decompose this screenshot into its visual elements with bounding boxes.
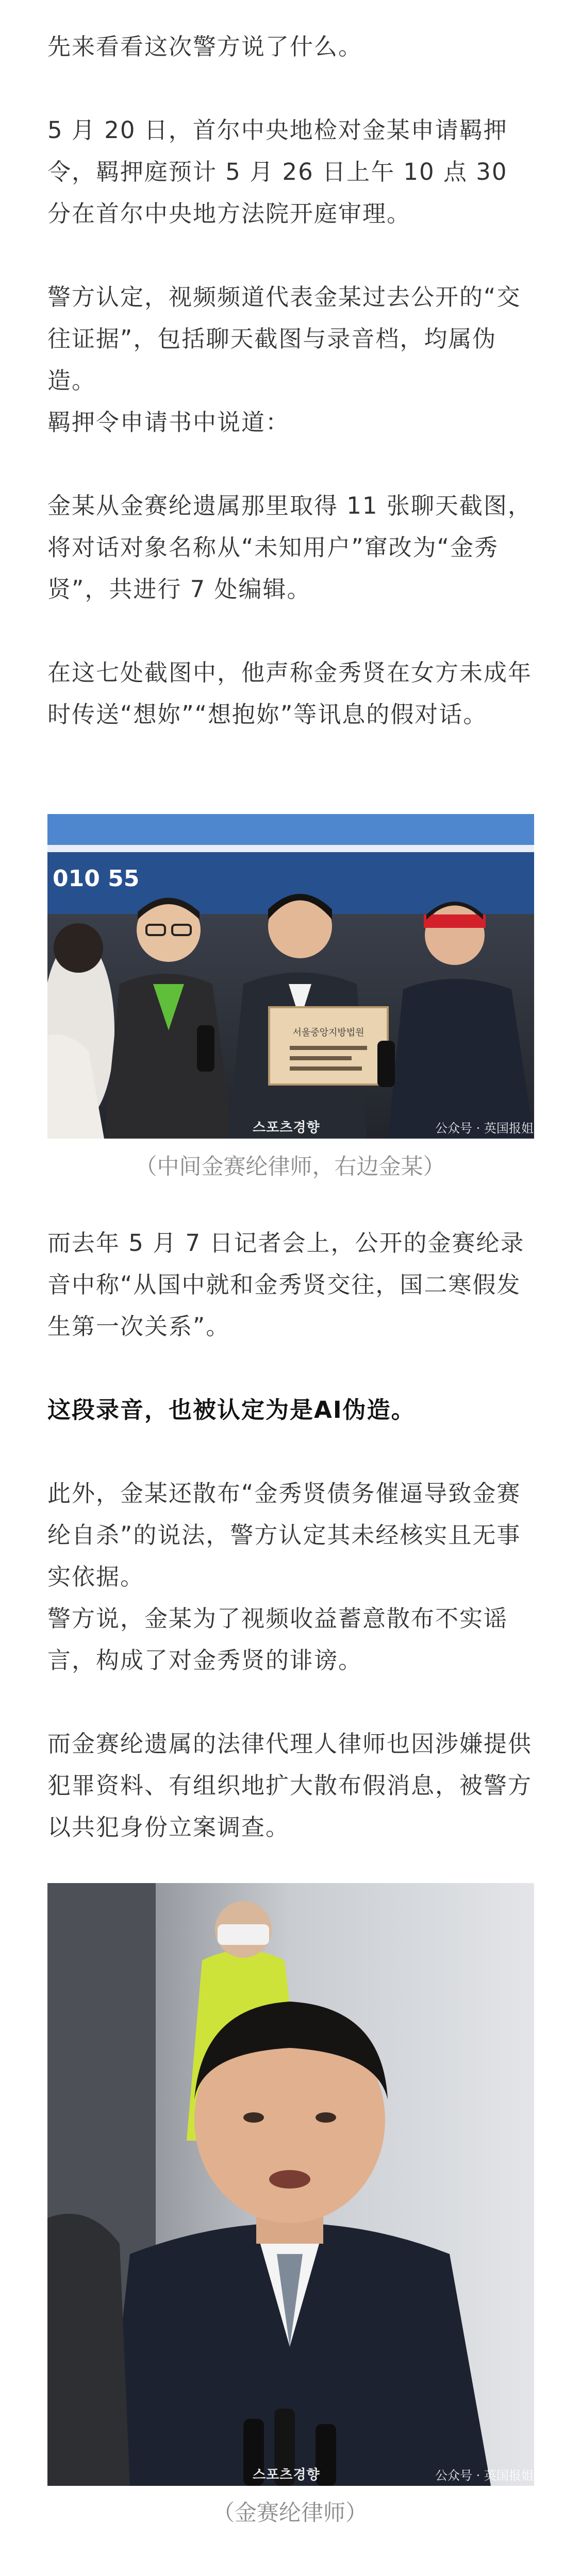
paragraph-fake-messages: 在这七处截图中，他声称金秀贤在女方未成年时传送“想妳”“想抱妳”等讯息的假对话。 bbox=[47, 659, 533, 728]
photo-caption-1: （中间金赛纶律师，右边金某） bbox=[135, 1154, 445, 1180]
watermark-official-account-2: 公众号 · 英国报姐 bbox=[435, 2468, 534, 2483]
bus-number-text: 010 55 bbox=[53, 866, 140, 892]
photo-caption-2: （金赛纶律师） bbox=[212, 2500, 368, 2526]
board-text: 서울중앙지방법원 bbox=[292, 1027, 364, 1038]
lawyer-photo-illustration bbox=[47, 1883, 534, 2486]
paragraph-lawsuit bbox=[47, 2568, 534, 2576]
paragraph-screenshot-edits: 金某从金赛纶遗属那里取得 11 张聊天截图，将对话对象名称从“未知用户”窜改为“金秀贤”，共进行 7 处编辑。 bbox=[47, 492, 532, 603]
paragraph-warrant-intro: 羁押令申请书中说道： bbox=[47, 409, 290, 436]
paragraph-police-finding: 警方认定，视频频道代表金某过去公开的“交往证据”，包括聊天截图与录音档，均属伪造。 bbox=[47, 283, 521, 394]
paragraph-detention-warrant: 5 月 20 日，首尔中央地检对金某申请羁押令，羁押庭预计 5 月 26 日上午 10 点 30 分在首尔中央地方法院开庭审理。 bbox=[47, 116, 508, 227]
watermark-official-account: 公众号 · 英国报姐 bbox=[435, 1121, 534, 1136]
press-photo-illustration bbox=[47, 814, 534, 1139]
paragraph-press-conference: 而去年 5 月 7 日记者会上，公开的金赛纶录音中称“从国中就和金秀贤交往，国二寒假发生第一次关系”。 bbox=[47, 1229, 525, 1340]
paragraph-intro: 先来看看这次警方说了什么。 bbox=[47, 33, 363, 60]
paragraph-debt-rumor: 此外，金某还散布“金秀贤债务催逼导致金赛纶自杀”的说法，警方认定其未经核实且无事实依据。 bbox=[47, 1480, 521, 1590]
watermark-sports-kyunghyang: 스포츠경향 bbox=[253, 1120, 320, 1136]
press-photo-lawyer-and-kim bbox=[47, 814, 534, 1139]
press-photo-lawyer bbox=[47, 1883, 534, 2486]
watermark-sports-kyunghyang-2: 스포츠경향 bbox=[253, 2467, 320, 2483]
paragraph-defamation: 警方说，金某为了视频收益蓄意散布不实谣言，构成了对金秀贤的诽谤。 bbox=[47, 1605, 508, 1674]
paragraph-lawyer-investigation: 而金赛纶遗属的法律代理人律师也因涉嫌提供犯罪资料、有组织地扩大散布假消息，被警方以共犯身份立案调查。 bbox=[47, 1730, 533, 1841]
paragraph-ai-forgery: 这段录音，也被认定为是AI伪造。 bbox=[47, 1396, 416, 1423]
